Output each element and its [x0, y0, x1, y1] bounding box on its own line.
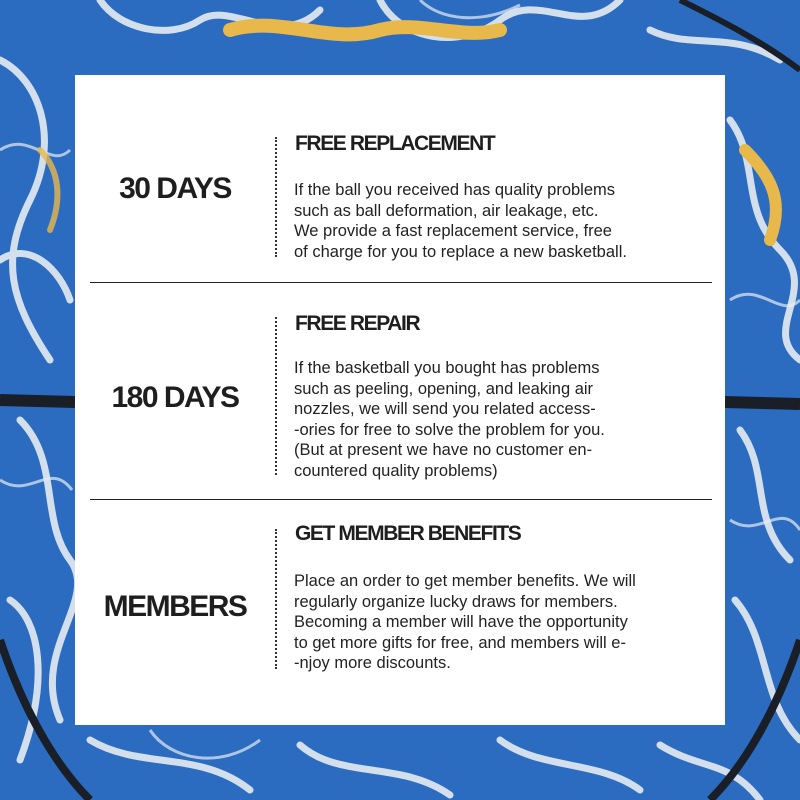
section-replacement	[75, 75, 725, 283]
dotted-divider	[275, 137, 277, 257]
dotted-divider	[275, 529, 277, 669]
section-description: If the ball you received has quality problems such as ball deformation, air leakage, etc. We provide a fast replacement service, free of charge for you to replace a new basketball.	[294, 181, 627, 261]
section-repair	[75, 283, 725, 499]
dotted-divider	[275, 317, 277, 475]
section-description: Place an order to get member benefits. We will regularly organize lucky draws for members. Becoming a member will have the opportunity to get more gifts for free, and members will e- -njoy more discounts.	[294, 572, 636, 672]
section-label: MEMBERS	[103, 590, 247, 623]
guarantee-card	[75, 75, 725, 725]
section-title: GET MEMBER BENEFITS	[295, 522, 521, 545]
section-label: 30 DAYS	[119, 172, 231, 205]
section-title: FREE REPAIR	[295, 312, 420, 335]
section-title: FREE REPLACEMENT	[295, 132, 495, 155]
section-description: If the basketball you bought has problems such as peeling, opening, and leaking air nozzles, we will send you related access- -ories for free to solve the problem for you. (But at present we have no customer en- countered quality problems)	[294, 359, 605, 480]
section-members	[75, 500, 725, 725]
section-label: 180 DAYS	[111, 381, 239, 414]
